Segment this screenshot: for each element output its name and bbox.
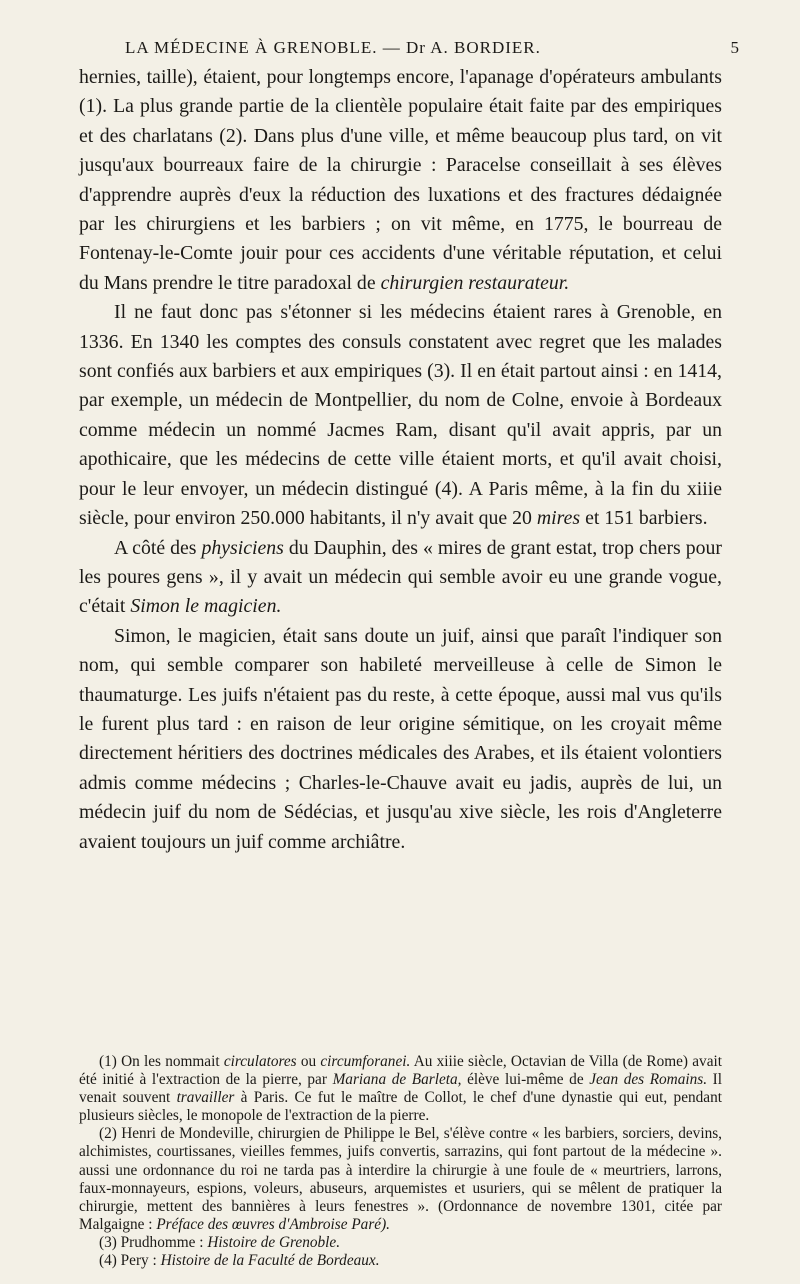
text-run: à Paris. Ce fut le maître de Collot, le chef d'une dynastie qui eut, pendant plusieurs siècles, le monopole de l'extraction de la pierre.	[79, 1089, 722, 1125]
italic-run: circumforanei.	[320, 1053, 411, 1070]
footnote-4	[79, 1252, 722, 1270]
text-run: et 151 barbiers.	[580, 507, 708, 530]
italic-run: mires	[536, 507, 581, 530]
italic-run: circulatores	[223, 1053, 297, 1070]
text-run: A côté des	[114, 536, 202, 559]
text-run: (1) On les nommait	[99, 1053, 224, 1070]
text-run: Il ne faut donc pas s'étonner si les médecins étaient rares à Grenoble, en 1336. En 1340 les comptes des consuls constatent avec regret que les malades sont confiés aux barbiers et aux empiriques (3). Il en était partout ainsi : en 1414, par exemple, un médecin de Montpellier, du nom de Colne, envoie à Bordeaux comme médecin un nommé Jacmes Ram, disant qu'il avait appris, par un apothicaire, que les médecins de cette ville étaient morts, et qu'il avait choisi, pour le leur envoyer, un médecin distingué (4). A Paris même, à la fin du xiiie siècle, pour environ 250.000 habitants, il n'y avait que 20	[79, 301, 722, 530]
text-run: Il venait souvent	[79, 1071, 723, 1107]
paragraph	[79, 534, 722, 622]
running-title: LA MÉDECINE À GRENOBLE. — Dr A. BORDIER.	[125, 38, 541, 57]
text-run: (4) Pery :	[99, 1252, 161, 1270]
footnote-3	[79, 1234, 722, 1252]
text-run: Au xiiie siècle, Octavian de Villa (de Rome) avait été initié à l'extraction de la pierre, par	[79, 1053, 722, 1089]
italic-run: Simon le magicien.	[130, 595, 282, 618]
text-run: du Dauphin, des « mires de grant estat, trop chers pour les poures gens », il y avait un médecin qui semble avoir eu une grande vogue, c'était	[79, 536, 722, 618]
italic-run: travailler	[176, 1089, 235, 1107]
italic-run: Mariana de Barleta,	[332, 1071, 462, 1089]
page-number: 5	[730, 38, 740, 57]
paragraph	[79, 63, 722, 298]
main-text	[79, 63, 722, 857]
text-run: (2) Henri de Mondeville, chirurgien de Philippe le Bel, s'élève contre « les barbiers, sorciers, devins, alchimistes, courtissanes, vieilles femmes, juifs convertis, sarrazins, qui font partout de la médecine ». aussi une ordonnance du roi ne tarda pas à interdire la chirurgie à une foule de « meurtriers, larrons, faux-monnayeurs, espions, voleurs, abuseurs, arquemistes et usuriers, qui se mêlent de pratiquer la chirurgie, mettent des bannières à leurs fenestres ». (Ordonnance de novembre 1301, citée par Malgaigne :	[79, 1125, 722, 1233]
footnote-1	[79, 1053, 722, 1125]
text-run: (3) Prudhomme :	[99, 1233, 208, 1251]
footnote-2	[79, 1125, 722, 1234]
italic-run: physiciens	[201, 536, 284, 559]
paragraph: Simon, le magicien, était sans doute un juif, ainsi que paraît l'indiquer son nom, qui semble comparer son habileté merveilleuse à celle de Simon le thaumaturge. Les juifs n'étaient pas du reste, à cette époque, aussi mal vus qu'ils le furent plus tard : en raison de leur origine sémitique, on les croyait même directement héritiers des doctrines médicales des Arabes, et ils étaient volontiers admis comme médecins ; Charles-le-Chauve avait eu jadis, auprès de lui, un médecin juif du nom de Sédécias, et jusqu'au xive siècle, les rois d'Angleterre avaient toujours un juif comme archiâtre.	[79, 624, 722, 853]
italic-run: Jean des Romains.	[589, 1071, 708, 1089]
italic-run: Histoire de la Faculté de Bordeaux.	[160, 1252, 380, 1270]
footnotes	[79, 1053, 722, 1270]
italic-run: Préface des œuvres d'Ambroise Paré).	[156, 1215, 390, 1233]
italic-run: chirurgien restaurateur.	[380, 271, 570, 294]
text-run: élève lui-même de	[461, 1071, 590, 1089]
text-run: hernies, taille), étaient, pour longtemps encore, l'apanage d'opérateurs ambulants (1). La plus grande partie de la clientèle populaire était faite par des empiriques et des charlatans (2). Dans plus d'une ville, et même beaucoup plus tard, on vit jusqu'aux bourreaux faire de la chirurgie : Paracelse conseillait à ses élèves d'apprendre auprès d'eux la réduction des luxations et des fractures dédaignée par les chirurgiens et les barbiers ; on vit même, en 1775, le bourreau de Fontenay-le-Comte jouir pour ces accidents d'une véritable réputation, et celui du Mans prendre le titre paradoxal de	[79, 66, 722, 294]
paragraph	[79, 298, 722, 533]
text-run: ou	[296, 1053, 321, 1070]
italic-run: Histoire de Grenoble.	[207, 1233, 341, 1251]
